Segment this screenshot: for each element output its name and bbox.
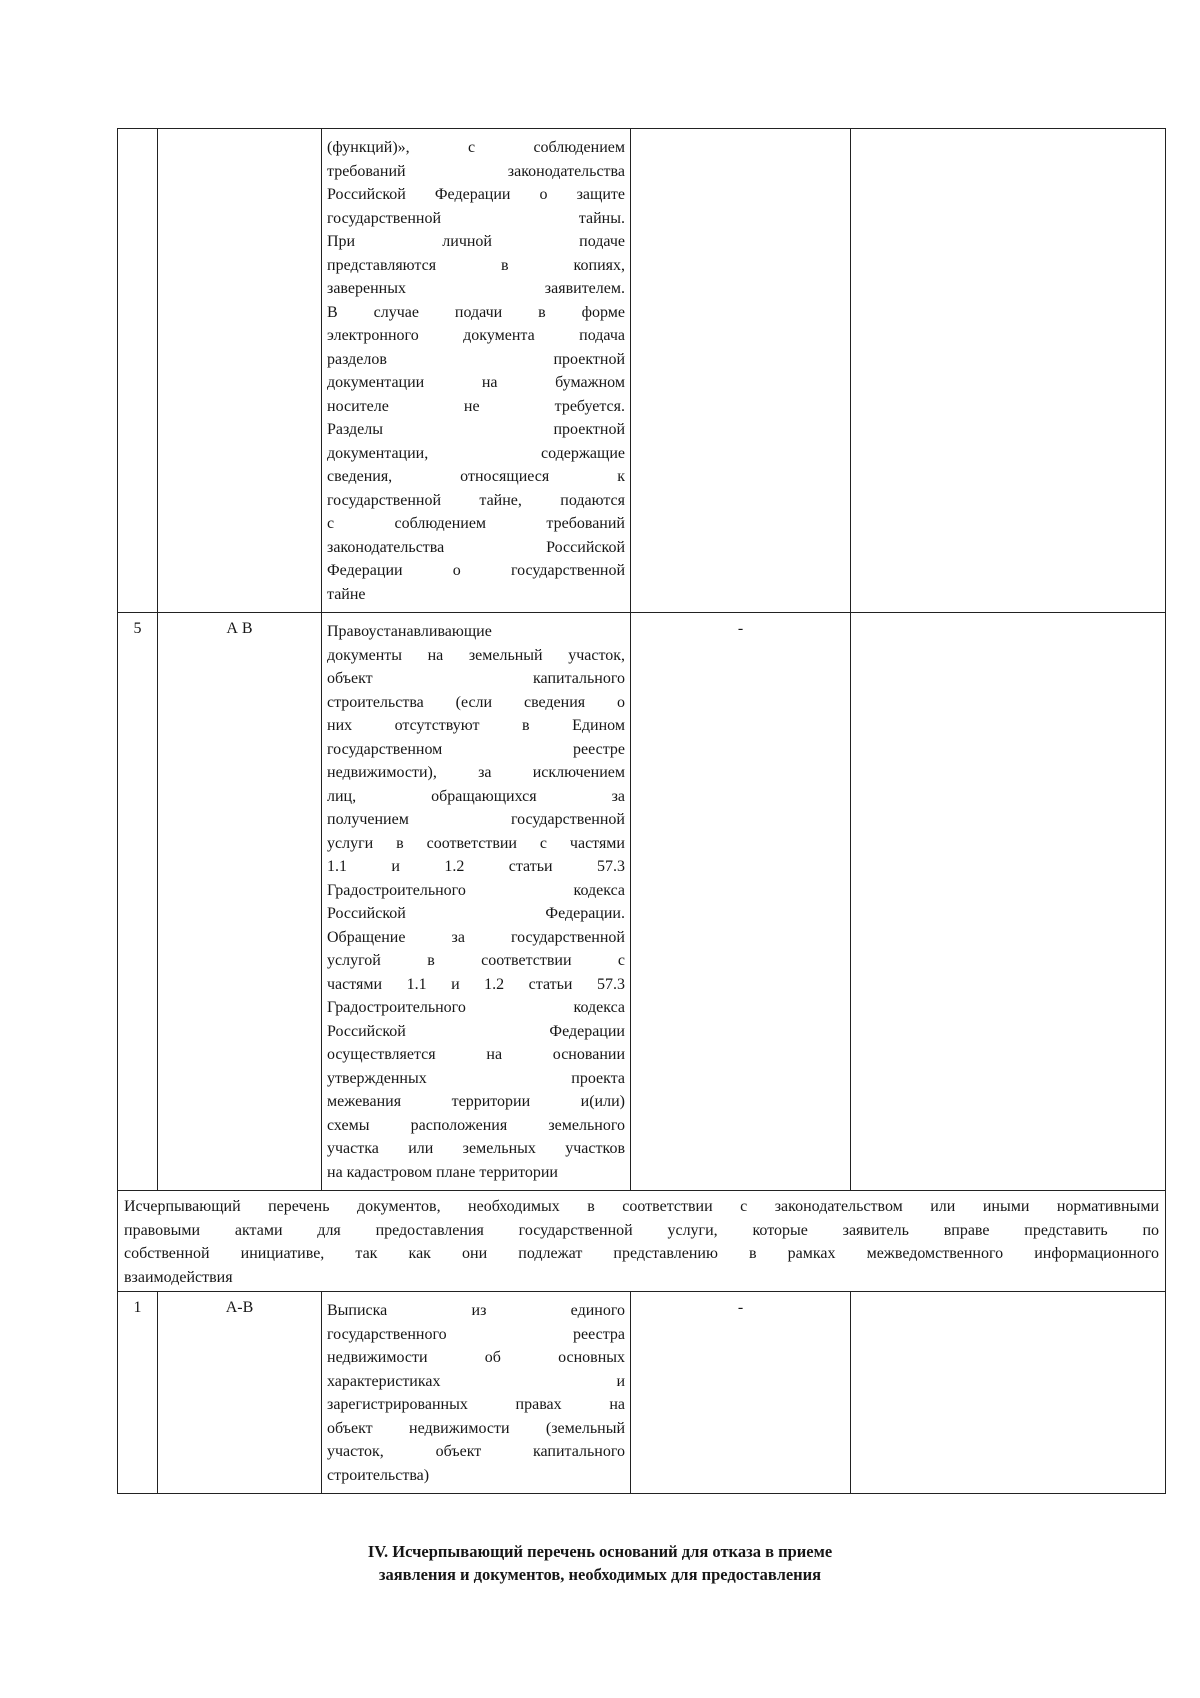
text-line: осуществляется на основании (327, 1046, 625, 1063)
text-line: Выписка из единого (327, 1302, 625, 1319)
text-line: государственной тайны. (327, 209, 625, 227)
text-line: недвижимости), за исключением (327, 764, 625, 781)
cell-description (322, 1292, 631, 1494)
text-line: государственного реестра (327, 1325, 625, 1343)
row-category: А В (158, 613, 322, 1191)
cell-description (322, 613, 631, 1191)
cell-category (158, 129, 322, 613)
description-text (327, 620, 625, 1184)
table-row-5 (118, 613, 1166, 1191)
text-line: услуги в соответствии с частями (327, 834, 625, 852)
description-text (327, 1299, 625, 1487)
text-line: Правоустанавливающие (327, 623, 492, 640)
text-line: строительства (если сведения о (327, 693, 625, 711)
row-number: 1 (118, 1292, 158, 1494)
text-line: государственном реестре (327, 740, 625, 758)
row-dash: - (631, 1292, 851, 1494)
text-line: заверенных заявителем. (327, 280, 625, 297)
text-line: получением государственной (327, 811, 625, 828)
text-line: требований законодательства (327, 162, 625, 180)
section-description (118, 1191, 1166, 1292)
text-line: услугой в соответствии с (327, 952, 625, 969)
text-line: утвержденных проекта (327, 1069, 625, 1087)
text-line: 1.1 и 1.2 статьи 57.3 (327, 858, 625, 875)
text-line: частями 1.1 и 1.2 статьи 57.3 (327, 975, 625, 993)
row-dash: - (631, 613, 851, 1191)
text-line: схемы расположения земельного (327, 1116, 625, 1134)
text-line: документации, содержащие (327, 444, 625, 462)
text-line: При личной подаче (327, 233, 625, 250)
table-row-1 (118, 1292, 1166, 1494)
text-line: Российской Федерации. (327, 905, 625, 922)
text-line: зарегистрированных правах на (327, 1396, 625, 1413)
text-line: документы на земельный участок, (327, 646, 625, 664)
text-line: Федерации о государственной (327, 562, 625, 579)
section-heading-line-2: заявления и документов, необходимых для предоставления (378, 1565, 822, 1584)
cell-description (322, 129, 631, 613)
text-line: Разделы проектной (327, 421, 625, 438)
text-line: взаимодействия (124, 1268, 233, 1286)
text-line: них отсутствуют в Едином (327, 717, 625, 734)
text-line: Градостроительного кодекса (327, 999, 625, 1016)
table-section-row (118, 1191, 1166, 1292)
text-line: В случае подачи в форме (327, 303, 625, 321)
cell-column-5 (851, 613, 1166, 1191)
text-line: документации на бумажном (327, 374, 625, 391)
text-line: на кадастровом плане территории (327, 1163, 558, 1181)
row-category: А-В (158, 1292, 322, 1494)
text-line: сведения, относящиеся к (327, 468, 625, 485)
text-line: законодательства Российской (327, 538, 625, 556)
table-row-continued (118, 129, 1166, 613)
text-line: Исчерпывающий перечень документов, необходимых в соответствии с законодательством или иными нормативными (124, 1198, 1159, 1215)
description-text (327, 136, 625, 606)
text-line: разделов проектной (327, 350, 625, 368)
text-line: Градостроительного кодекса (327, 881, 625, 899)
text-line: электронного документа подача (327, 327, 625, 344)
cell-column-5 (851, 1292, 1166, 1494)
text-line: (функций)», с соблюдением (327, 139, 625, 156)
text-line: Российской Федерации о защите (327, 186, 625, 203)
text-line: тайне (327, 585, 366, 603)
cell-number (118, 129, 158, 613)
text-line: характеристиках и (327, 1372, 625, 1390)
text-line: участка или земельных участков (327, 1140, 625, 1157)
text-line: строительства) (327, 1466, 430, 1484)
documents-table (117, 128, 1166, 1494)
text-line: недвижимости об основных (327, 1349, 625, 1366)
row-number: 5 (118, 613, 158, 1191)
text-line: Российской Федерации (327, 1022, 625, 1040)
text-line: Обращение за государственной (327, 928, 625, 946)
text-line: объект недвижимости (земельный (327, 1419, 625, 1437)
text-line: участок, объект капитального (327, 1443, 625, 1460)
text-line: объект капитального (327, 670, 625, 687)
cell-column-5 (851, 129, 1166, 613)
text-line: представляются в копиях, (327, 256, 625, 274)
text-line: государственной тайне, подаются (327, 491, 625, 509)
text-line: лиц, обращающихся за (327, 787, 625, 805)
text-line: межевания территории и(или) (327, 1093, 625, 1110)
section-heading-line-1: IV. Исчерпывающий перечень оснований для отказа в приеме (367, 1542, 833, 1561)
text-line: с соблюдением требований (327, 515, 625, 532)
text-line: правовыми актами для предоставления государственной услуги, которые заявитель вправе представить по (124, 1221, 1159, 1239)
cell-column-4 (631, 129, 851, 613)
text-line: носителе не требуется. (327, 397, 625, 415)
section-text (124, 1195, 1159, 1289)
text-line: собственной инициативе, так как они подлежат представлению в рамках межведомственного информационного (124, 1245, 1159, 1262)
